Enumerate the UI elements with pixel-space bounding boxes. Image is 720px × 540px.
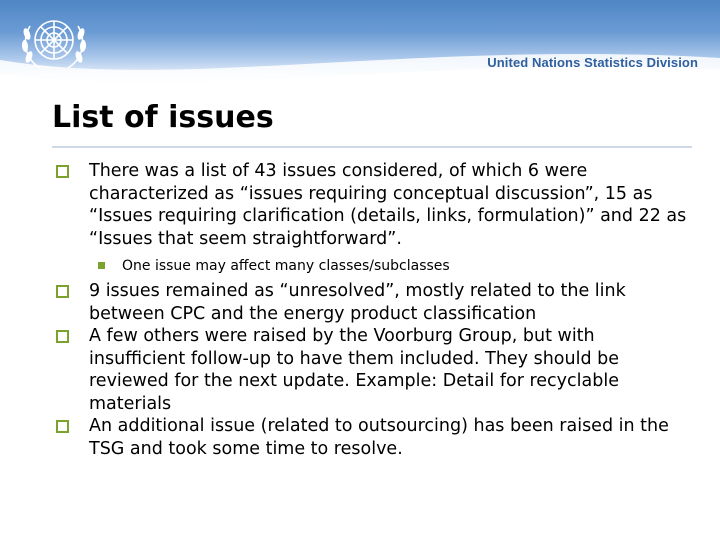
- sub-bullet-item: [52, 256, 692, 276]
- bullet-item: [52, 325, 692, 415]
- filled-square-bullet-icon: [98, 262, 105, 269]
- title-divider: [52, 146, 692, 148]
- bullet-text: A few others were raised by the Voorburg Group, but with insufficient follow-up to have them included. They should be reviewed for the next update. Example: Detail for recyclable materials: [89, 326, 620, 414]
- slide-title: List of issues: [52, 100, 274, 135]
- organization-name: United Nations Statistics Division: [487, 55, 698, 70]
- bullet-item: [52, 160, 692, 250]
- hollow-square-bullet-icon: [56, 285, 69, 298]
- bullet-item: [52, 415, 692, 460]
- bullet-list: [52, 160, 692, 460]
- bullet-text: 9 issues remained as “unresolved”, mostly related to the link between CPC and the energy product classification: [89, 281, 626, 324]
- bullet-text: There was a list of 43 issues considered, of which 6 were characterized as “issues requiring conceptual discussion”, 15 as “Issues requiring clarification (details, links, formulation)” and 22 as “Issues that seem straightforward”.: [89, 161, 687, 249]
- sub-bullet-text: One issue may affect many classes/subclasses: [122, 258, 450, 274]
- hollow-square-bullet-icon: [56, 420, 69, 433]
- hollow-square-bullet-icon: [56, 165, 69, 178]
- hollow-square-bullet-icon: [56, 330, 69, 343]
- bullet-text: An additional issue (related to outsourcing) has been raised in the TSG and took some time to resolve.: [89, 416, 669, 459]
- bullet-item: [52, 280, 692, 325]
- un-emblem-icon: [14, 8, 94, 76]
